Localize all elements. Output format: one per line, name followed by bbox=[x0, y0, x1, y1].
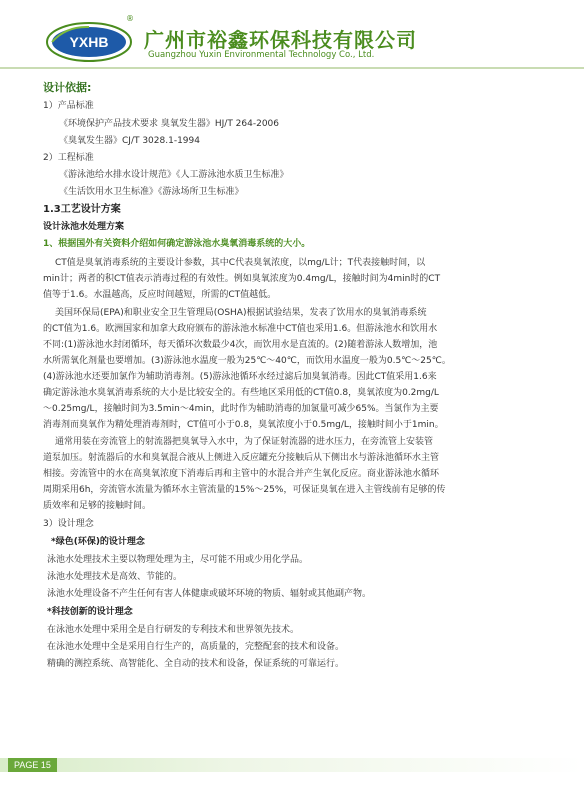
company-name-en: Guangzhou Yuxin Environmental Technology Co., Ltd. bbox=[148, 50, 375, 60]
list-item: 在泳池水处理中全是采用自行生产的，高质量的，完整配套的技术和设备。 bbox=[47, 642, 345, 652]
list-item: 泳池水处理技术主要以物理处理为主，尽可能不用或少用化学品。 bbox=[47, 555, 309, 565]
company-name-cn: 广州市裕鑫环保科技有限公司 bbox=[144, 28, 417, 52]
list-item: 精确的测控系统、高智能化、全自动的技术和设备，保证系统的可靠运行。 bbox=[47, 659, 345, 669]
pool-plan-heading: 设计泳池水处理方案 bbox=[43, 222, 125, 232]
paragraph-line: 值等于1.6。水温越高，反应时间越短，所需的CT值越低。 bbox=[43, 290, 277, 300]
paragraph-line: 相接。旁流管中的水在高臭氧浓度下消毒后再和主管中的水混合并产生氧化反应。商业游泳池水循环 bbox=[43, 469, 440, 479]
green-concept-title: *绿色(环保)的设计理念 bbox=[51, 537, 145, 547]
standard-item: 《游泳池给水排水设计规范》《人工游泳池水质卫生标准》 bbox=[59, 170, 289, 180]
paragraph-line: 美国环保局(EPA)和职业安全卫生管理局(OSHA)根据试验结果，发表了饮用水的臭氧消毒系统 bbox=[55, 308, 427, 318]
paragraph-line: 周期采用6h，旁流管水流量为循环水主管流量的15%～25%，可保证臭氧在进入主管线前有足够的传 bbox=[43, 485, 446, 495]
logo-text: YXHB bbox=[69, 34, 109, 50]
company-logo bbox=[46, 22, 132, 62]
paragraph-line: ～0.25mg/L，接触时间为3.5min～4min，此时作为辅助消毒的加氯量可减少65%。当氯作为主要 bbox=[43, 404, 439, 414]
paragraph-line: 消毒剂而臭氧作为精处理消毒剂时，CT值可小于0.8，臭氧浓度小于0.5mg/L，接触时间小于1min。 bbox=[43, 420, 444, 430]
design-basis-title: 设计依据: bbox=[43, 81, 92, 94]
standard-item: 《生活饮用水卫生标准》《游泳场所卫生标准》 bbox=[59, 187, 244, 197]
paragraph-line: 质效率和足够的接触时间。 bbox=[43, 501, 152, 511]
paragraph-line: (4)游泳池水还要加氯作为辅助消毒剂。(5)游泳池循环水经过滤后加臭氧消毒。因此CT值采用1.6来 bbox=[43, 372, 437, 382]
list-item: 在泳池水处理中采用全是自行研发的专利技术和世界领先技术。 bbox=[47, 625, 300, 635]
page-footer bbox=[0, 742, 584, 776]
list-item: 泳池水处理技术是高效、节能的。 bbox=[47, 572, 183, 582]
footer-band bbox=[0, 758, 584, 772]
item-1-heading: 1、根据国外有关资料介绍如何确定游泳池水臭氧消毒系统的大小。 bbox=[43, 239, 311, 249]
header-divider bbox=[0, 67, 584, 69]
innovation-concept-title: *科技创新的设计理念 bbox=[47, 607, 133, 617]
standard-item: 《环境保护产品技术要求 臭氧发生器》HJ/T 264-2006 bbox=[59, 119, 280, 129]
paragraph-line: CT值是臭氧消毒系统的主要设计参数，其中C代表臭氧浓度，以mg/L计；T代表接触时间，以 bbox=[55, 258, 426, 268]
paragraph-line: 通常用装在旁流管上的射流器把臭氧导入水中，为了保证射流器的进水压力，在旁流管上安装管 bbox=[55, 437, 434, 447]
standard-item: 《臭氧发生器》CJ/T 3028.1-1994 bbox=[59, 136, 200, 146]
page-header bbox=[0, 0, 584, 70]
product-standard-heading: 1）产品标准 bbox=[43, 101, 94, 111]
paragraph-line: 水所需氧化剂量也要增加。(3)游泳池水温度一般为25℃～40℃，而饮用水温度一般为0.5℃～25℃。 bbox=[43, 356, 451, 366]
paragraph-line: 确定游泳池水臭氧消毒系统的大小是比较安全的。有些地区采用低的CT值0.8，臭氧浓度为0.2mg/L bbox=[43, 388, 439, 398]
paragraph-line: 的CT值为1.6。欧洲国家和加拿大政府颁布的游泳池水标准中CT值也采用1.6。但游泳池水和饮用水 bbox=[43, 324, 438, 334]
paragraph-line: 道泵加压。射流器后的水和臭氧混合液从上侧进入反应罐充分接触后从下侧出水与游泳池循环水主管 bbox=[43, 453, 440, 463]
section-1-3-heading: 1.3工艺设计方案 bbox=[43, 204, 121, 215]
paragraph-line: 不同:(1)游泳池水封闭循环，每天循环次数最少4次，而饮用水是直流的。(2)随着游泳人数增加，池 bbox=[43, 340, 438, 350]
list-item: 泳池水处理设备不产生任何有害人体健康或破坏环境的物质、辐射或其他副产物。 bbox=[47, 589, 372, 599]
registered-mark: ® bbox=[126, 14, 134, 23]
engineering-standard-heading: 2）工程标准 bbox=[43, 153, 94, 163]
design-concept-heading: 3）设计理念 bbox=[43, 519, 94, 529]
paragraph-line: min计；两者的积CT值表示消毒过程的有效性。例如臭氧浓度为0.4mg/L，接触时间为4min时的CT bbox=[43, 274, 441, 284]
page-number: PAGE 15 bbox=[8, 758, 57, 772]
